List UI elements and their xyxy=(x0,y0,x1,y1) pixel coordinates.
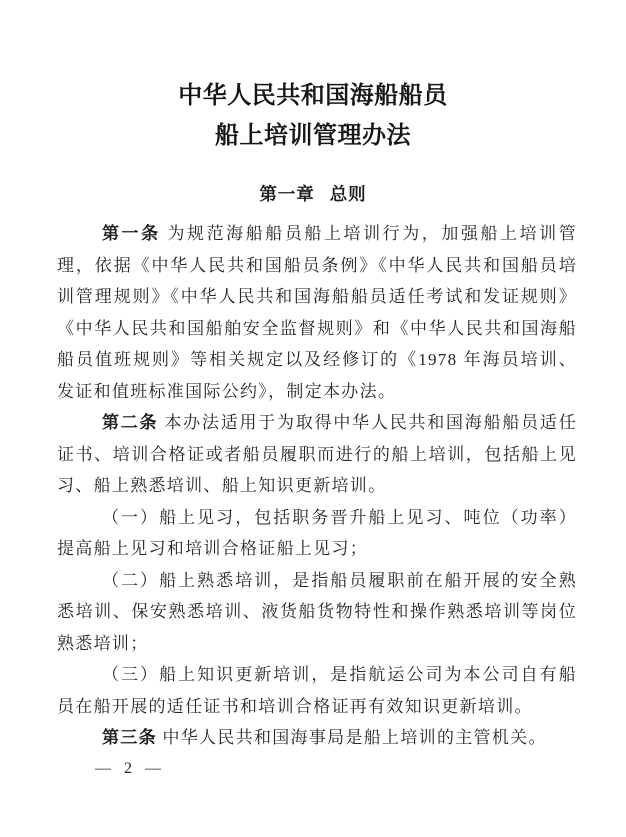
article-paragraph xyxy=(57,502,577,565)
article-paragraph xyxy=(57,659,577,722)
article-text: 中华人民共和国海事局是船上培训的主管机关。 xyxy=(156,728,547,747)
chapter-heading xyxy=(0,182,626,206)
article-number: 第二条 xyxy=(102,413,159,432)
page-footer xyxy=(95,760,161,778)
article-paragraph xyxy=(57,565,577,660)
chapter-number: 第一章 xyxy=(259,184,315,204)
article-text: 本办法适用于为取得中华人民共和国海船船员适任证书、培训合格证或者船员履职而进行的船上培训，包括船上见习、船上熟悉培训、船上知识更新培训。 xyxy=(57,413,577,495)
article-paragraph xyxy=(57,407,577,502)
footer-dash-right: — xyxy=(145,760,161,777)
page-number: 2 xyxy=(124,760,132,777)
article-number: 第三条 xyxy=(102,728,157,747)
document-title xyxy=(0,0,626,156)
article-text: （三）船上知识更新培训，是指航运公司为本公司自有船员在船开展的适任证书和培训合格证再有效知识更新培训。 xyxy=(57,665,577,716)
article-paragraph xyxy=(57,722,577,754)
article-paragraph xyxy=(57,218,577,407)
title-line-2: 船上培训管理办法 xyxy=(215,123,411,149)
footer-dash-left: — xyxy=(95,760,111,777)
chapter-title: 总则 xyxy=(329,184,367,204)
article-text: （一）船上见习，包括职务晋升船上见习、吨位（功率）提高船上见习和培训合格证船上见习； xyxy=(57,507,577,558)
document-body xyxy=(57,218,577,754)
title-line-1: 中华人民共和国海船船员 xyxy=(178,83,448,109)
article-number: 第一条 xyxy=(102,224,161,243)
article-text: （二）船上熟悉培训，是指船员履职前在船开展的安全熟悉培训、保安熟悉培训、液货船货物特性和操作熟悉培训等岗位熟悉培训； xyxy=(57,570,577,653)
article-text: 为规范海船船员船上培训行为，加强船上培训管理，依据《中华人民共和国船员条例》《中华人民共和国船员培训管理规则》《中华人民共和国海船船员适任考试和发证规则》《中华人民共和国船舶安全监督规则》和《中华人民共和国海船船员值班规则》等相关规定以及经修订的《1978 年海员培训、发证和值班标准国际公约》，制定本办法。 xyxy=(57,224,577,401)
